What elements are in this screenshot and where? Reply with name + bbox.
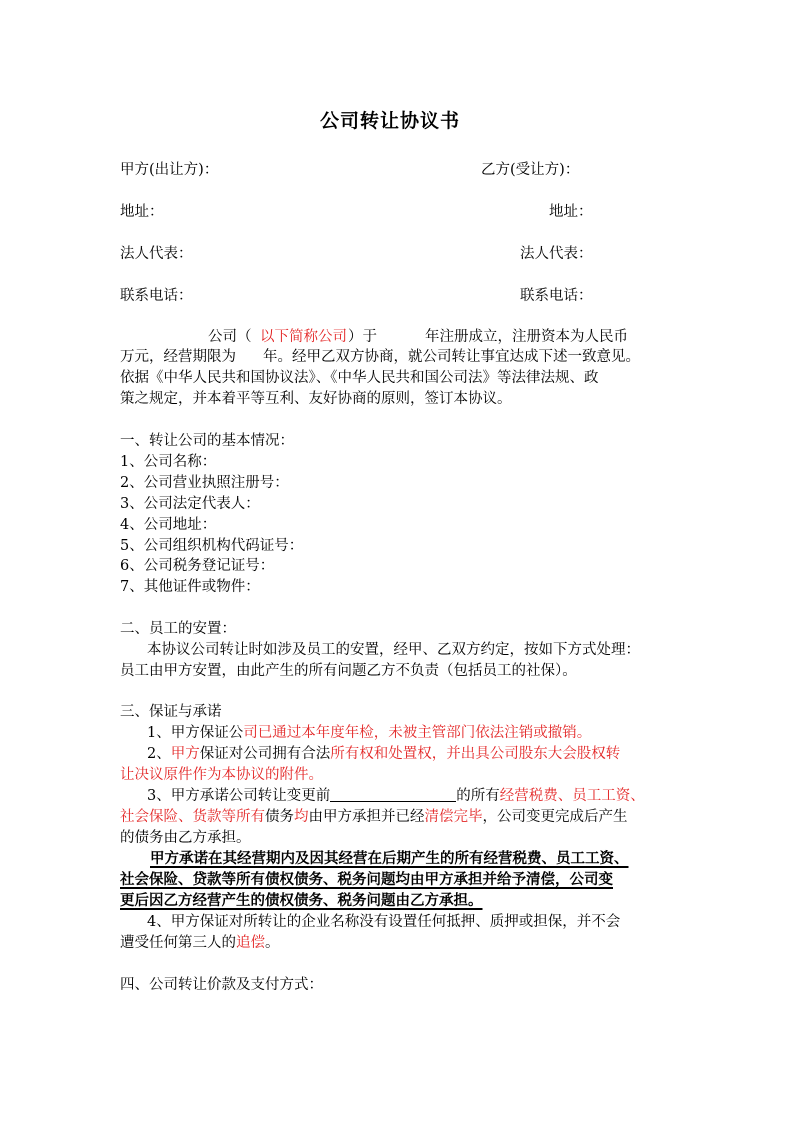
clause-3-line-3: 的债务由乙方承担。 — [120, 830, 251, 846]
bold-commitment-line-3: 更后因乙方经营产生的债权债务、税务问题由乙方承担。 — [120, 892, 483, 909]
clause-4-text: 遭受任何第三人的 — [120, 935, 236, 951]
clause-4-line-2 — [120, 934, 280, 952]
bold-commitment-line-1: 甲方承诺在其经营期内及因其经营在后期产生的所有经营税费、员工工资、 — [150, 850, 629, 867]
clause-2-red-1: 甲方 — [170, 746, 200, 762]
clause-4-end: 。 — [265, 935, 280, 951]
clause-3-text-e: ，公司变更完成后产生 — [482, 809, 628, 825]
clause-3-red-1: 经营税费、员工工资、 — [499, 788, 645, 804]
blank-field — [330, 787, 456, 802]
clause-2-num: 2、 — [147, 746, 171, 762]
clause-3-text-d: 由甲方承担并已经 — [308, 809, 425, 825]
list-item: 5、公司组织机构代码证号： — [120, 538, 304, 554]
clause-4-red: 追偿 — [236, 935, 265, 951]
clause-1-red: 司已通过本年度年检，未被主管部门依法注销或撤销。 — [243, 725, 592, 741]
list-item: 7、其他证件或物件： — [120, 579, 260, 595]
party-b-rep: 法人代表： — [520, 246, 593, 262]
clause-3-red-3: 均 — [294, 809, 309, 825]
clause-3-text-c: 债务 — [265, 809, 294, 825]
clause-1-text: 1、甲方保证公 — [147, 725, 244, 741]
intro-line-1-c: 年注册成立，注册资本为人民币 — [425, 329, 628, 345]
clause-1 — [147, 724, 591, 742]
clause-2-line-2: 让决议原件作为本协议的附件。 — [120, 767, 323, 783]
intro-line-1-red: 以下简称公司 — [260, 329, 347, 345]
section-2-line-2: 员工由甲方安置，由此产生的所有问题乙方不负责（包括员工的社保）。 — [120, 663, 577, 679]
clause-2 — [147, 745, 620, 763]
party-b-address: 地址： — [549, 204, 593, 220]
clause-3-red-4: 清偿完毕 — [424, 809, 483, 825]
section-3-heading: 三、保证与承诺 — [120, 704, 222, 720]
clause-3-line-2 — [120, 808, 628, 826]
party-a-address: 地址： — [120, 204, 164, 220]
list-item: 4、公司地址： — [120, 517, 217, 533]
clause-3-text-b: 的所有 — [456, 788, 500, 804]
section-1-heading: 一、转让公司的基本情况： — [120, 433, 294, 449]
party-b-label: 乙方(受让方)： — [481, 162, 580, 178]
intro-line-2-a: 万元，经营期限为 — [120, 349, 236, 365]
party-a-rep: 法人代表： — [120, 246, 193, 262]
intro-line-4: 策之规定，并本着平等互利、友好协商的原则，签订本协议。 — [120, 391, 512, 407]
intro-line-2-b: 年。经甲乙双方协商，就公司转让事宜达成下述一致意见。 — [263, 349, 640, 365]
clause-3-text-a: 3、甲方承诺公司转让变更前 — [147, 788, 331, 804]
list-item: 1、公司名称： — [120, 454, 217, 470]
list-item: 6、公司税务登记证号： — [120, 558, 275, 574]
party-a-label: 甲方(出让方)： — [120, 162, 219, 178]
intro-line-1-b: ）于 — [348, 329, 377, 345]
intro-line-3: 依据《中华人民共和国协议法》、《中华人民共和国公司法》等法律法规、政 — [120, 370, 599, 386]
intro-line-1-a: 公司（ — [208, 329, 252, 345]
section-2-heading: 二、员工的安置： — [120, 621, 236, 637]
party-a-phone: 联系电话： — [120, 288, 193, 304]
party-b-phone: 联系电话： — [520, 288, 593, 304]
section-2-line-1: 本协议公司转让时如涉及员工的安置，经甲、乙双方约定，按如下方式处理： — [147, 642, 640, 658]
bold-commitment-line-2: 社会保险、贷款等所有债权债务、税务问题均由甲方承担并给予清偿，公司变 — [120, 871, 613, 888]
section-4-heading: 四、公司转让价款及支付方式： — [120, 977, 323, 993]
clause-4-line-1: 4、甲方保证对所转让的企业名称没有设置任何抵押、质押或担保，并不会 — [147, 914, 621, 930]
clause-3 — [147, 787, 645, 805]
list-item: 2、公司营业执照注册号： — [120, 475, 289, 491]
list-item: 3、公司法定代表人： — [120, 496, 260, 512]
clause-2-text: 保证对公司拥有合法 — [199, 746, 331, 762]
clause-2-red-2: 所有权和处置权，并出具公司股东大会股权转 — [330, 746, 621, 762]
page-title: 公司转让协议书 — [320, 110, 461, 132]
clause-3-red-2: 社会保险、货款等所有 — [120, 809, 265, 825]
